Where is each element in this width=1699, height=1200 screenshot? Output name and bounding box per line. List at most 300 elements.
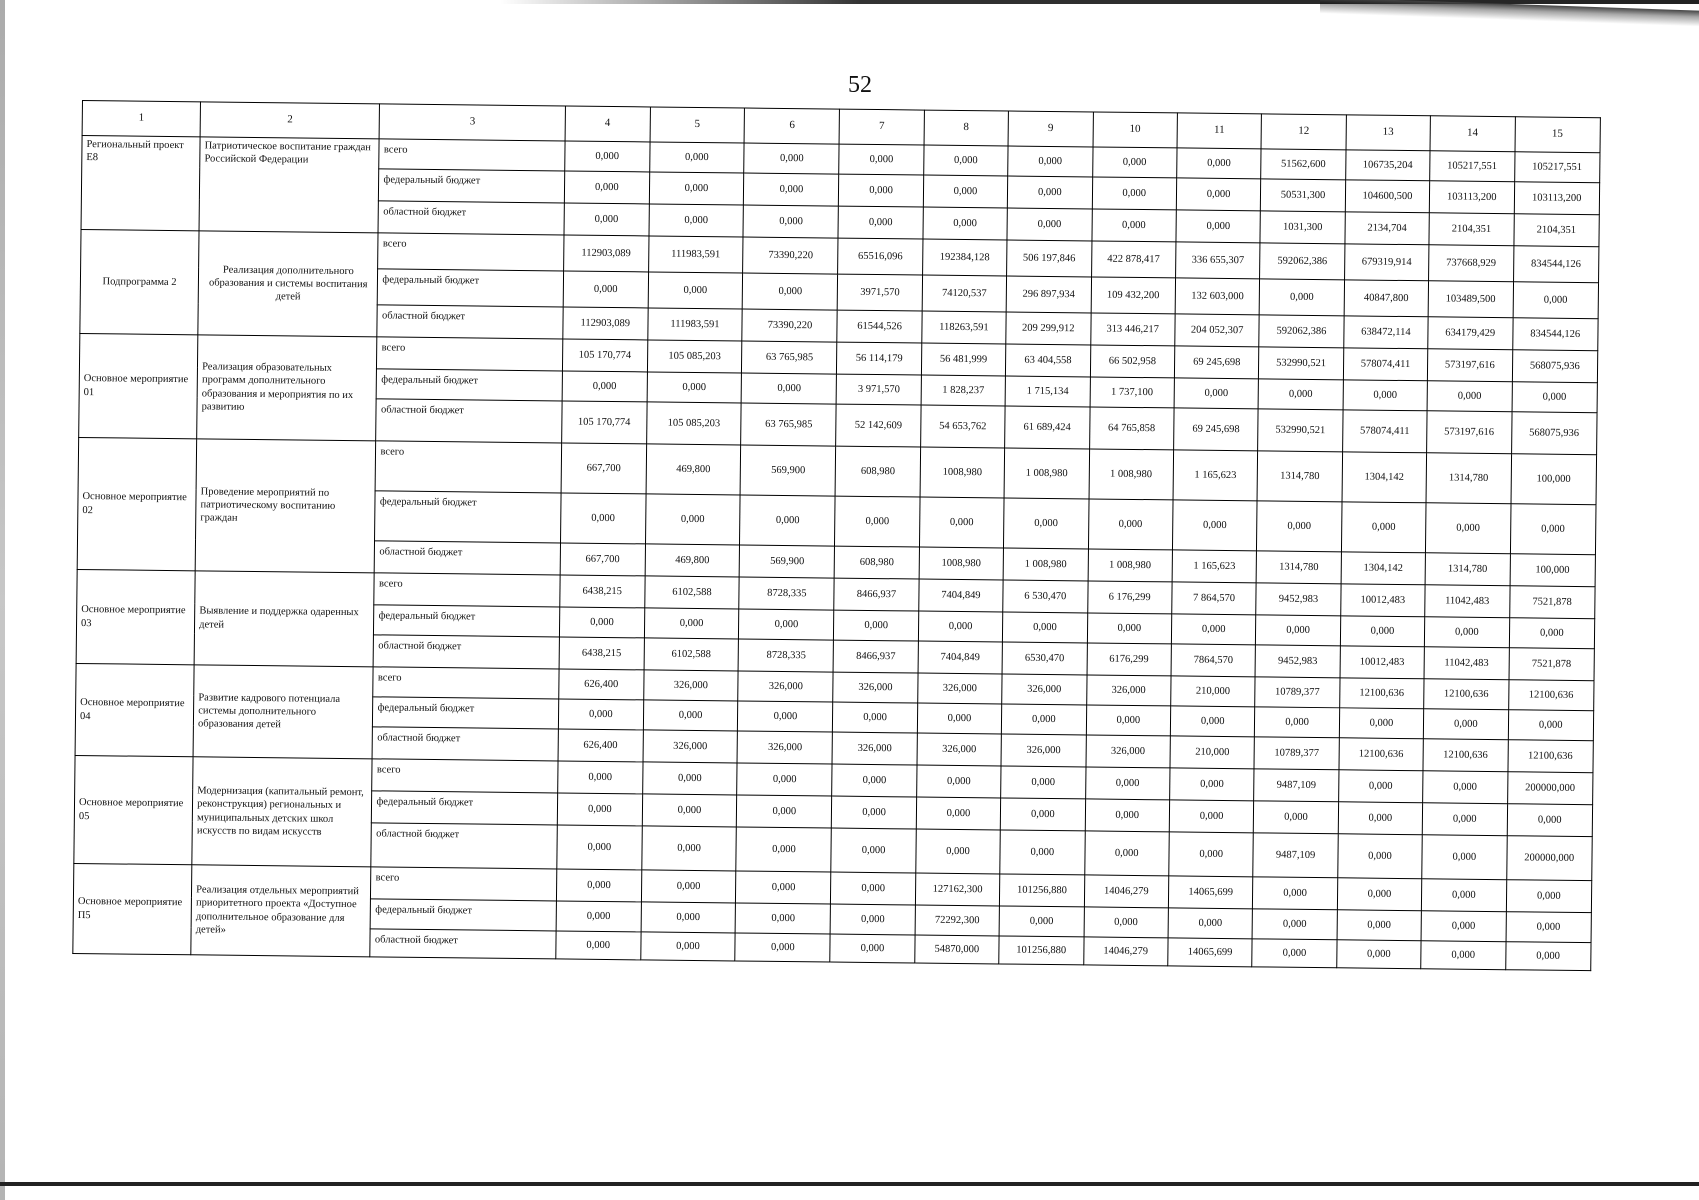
value-cell: 0,000 <box>1422 879 1507 912</box>
value-cell: 568075,936 <box>1512 350 1598 383</box>
value-cell: 737668,929 <box>1429 245 1514 282</box>
value-cell: 0,000 <box>649 204 744 237</box>
value-cell: 0,000 <box>1507 804 1593 837</box>
value-cell: 6530,470 <box>1002 642 1087 675</box>
column-header: 8 <box>924 110 1009 146</box>
value-cell: 0,000 <box>739 609 834 640</box>
value-cell: 118263,591 <box>922 311 1007 344</box>
value-cell: 12100,636 <box>1339 738 1424 771</box>
value-cell: 834544,126 <box>1513 246 1599 283</box>
value-cell: 0,000 <box>564 203 649 236</box>
value-cell: 6102,588 <box>644 576 739 609</box>
value-cell: 667,700 <box>561 443 646 494</box>
value-cell: 1008,980 <box>920 447 1005 498</box>
column-header: 7 <box>839 109 924 145</box>
value-cell: 0,000 <box>917 703 1002 734</box>
funding-source: всего <box>376 441 562 493</box>
funding-source: всего <box>373 667 559 699</box>
value-cell: 0,000 <box>736 871 831 904</box>
value-cell: 3 971,570 <box>836 374 921 405</box>
value-cell: 0,000 <box>641 870 736 903</box>
value-cell: 0,000 <box>644 608 739 639</box>
value-cell: 105 170,774 <box>562 401 647 444</box>
column-header: 15 <box>1515 117 1601 153</box>
value-cell: 0,000 <box>923 145 1008 176</box>
value-cell: 1 715,134 <box>1005 376 1090 407</box>
value-cell: 12100,636 <box>1507 740 1593 773</box>
value-cell: 573197,616 <box>1428 349 1513 382</box>
value-cell: 105217,551 <box>1514 152 1600 183</box>
value-cell: 0,000 <box>919 497 1004 548</box>
value-cell: 0,000 <box>1422 803 1507 836</box>
value-cell: 0,000 <box>1337 878 1422 911</box>
value-cell: 326,000 <box>643 670 738 701</box>
funding-source: всего <box>377 337 563 371</box>
value-cell: 0,000 <box>563 271 648 308</box>
value-cell: 0,000 <box>561 493 646 544</box>
value-cell: 0,000 <box>557 869 642 902</box>
value-cell: 50531,300 <box>1261 179 1346 212</box>
value-cell: 10789,377 <box>1255 677 1340 708</box>
value-cell: 0,000 <box>640 932 735 961</box>
value-cell: 10012,483 <box>1340 584 1425 617</box>
funding-source: областной бюджет <box>378 201 564 235</box>
value-cell: 578074,411 <box>1342 410 1427 453</box>
value-cell: 326,000 <box>833 672 918 703</box>
value-cell: 0,000 <box>1253 877 1338 910</box>
value-cell: 0,000 <box>1171 614 1256 645</box>
value-cell: 0,000 <box>1085 767 1170 800</box>
value-cell: 0,000 <box>1088 499 1173 550</box>
value-cell: 326,000 <box>917 733 1002 766</box>
value-cell: 326,000 <box>1002 674 1087 705</box>
value-cell: 0,000 <box>1000 798 1085 831</box>
value-cell: 111983,591 <box>648 236 743 273</box>
value-cell: 40847,800 <box>1344 280 1429 317</box>
value-cell: 2104,351 <box>1513 214 1599 247</box>
funding-source: федеральный бюджет <box>372 791 558 825</box>
column-header: 1 <box>82 101 201 137</box>
funding-source: областной бюджет <box>371 823 557 869</box>
value-cell: 54870,000 <box>915 935 1000 964</box>
value-cell: 210,000 <box>1171 676 1256 707</box>
value-cell: 0,000 <box>1256 615 1341 646</box>
value-cell: 326,000 <box>917 673 1002 704</box>
value-cell: 204 052,307 <box>1175 314 1260 347</box>
value-cell: 64 765,858 <box>1089 407 1174 450</box>
value-cell: 2104,351 <box>1429 213 1514 246</box>
value-cell: 1 008,980 <box>1088 549 1173 582</box>
value-cell: 1314,780 <box>1425 553 1510 586</box>
value-cell: 0,000 <box>1423 771 1508 804</box>
value-cell: 0,000 <box>1002 704 1087 735</box>
funding-source: всего <box>379 139 565 171</box>
value-cell: 1314,780 <box>1257 451 1342 502</box>
value-cell: 63 404,558 <box>1006 344 1091 377</box>
value-cell: 326,000 <box>832 732 917 765</box>
group-description: Модернизация (капитальный ремонт, реконструкция) региональных и муниципальных детских школ искусств по видам искусств <box>192 757 373 867</box>
value-cell: 0,000 <box>923 207 1008 240</box>
value-cell: 127162,300 <box>915 873 1000 906</box>
value-cell: 0,000 <box>838 206 923 239</box>
value-cell: 56 481,999 <box>921 343 1006 376</box>
value-cell: 7521,878 <box>1509 648 1595 681</box>
value-cell: 679319,914 <box>1344 244 1429 281</box>
value-cell: 101256,880 <box>1000 874 1085 907</box>
value-cell: 69 245,698 <box>1174 408 1259 451</box>
value-cell: 336 655,307 <box>1176 242 1261 279</box>
column-header: 12 <box>1261 114 1346 150</box>
value-cell: 0,000 <box>1172 500 1257 551</box>
value-cell: 51562,600 <box>1261 149 1346 180</box>
funding-source: областной бюджет <box>373 727 559 761</box>
value-cell: 0,000 <box>1085 799 1170 832</box>
value-cell: 0,000 <box>918 611 1003 642</box>
value-cell: 14046,279 <box>1084 875 1169 908</box>
value-cell: 10789,377 <box>1254 737 1339 770</box>
value-cell: 0,000 <box>1509 618 1595 649</box>
funding-source: федеральный бюджет <box>378 269 564 307</box>
value-cell: 0,000 <box>1513 282 1599 319</box>
group-description: Выявление и поддержка одаренных детей <box>194 571 374 667</box>
value-cell: 14065,699 <box>1168 876 1253 909</box>
value-cell: 0,000 <box>1176 178 1261 211</box>
value-cell: 105 085,203 <box>647 340 742 373</box>
column-header: 4 <box>565 106 650 142</box>
value-cell: 72292,300 <box>915 905 1000 936</box>
table-body <box>73 136 1600 971</box>
value-cell: 0,000 <box>1339 708 1424 739</box>
value-cell: 10012,483 <box>1340 646 1425 679</box>
value-cell: 0,000 <box>1084 831 1169 876</box>
value-cell: 103113,200 <box>1514 182 1600 215</box>
value-cell: 578074,411 <box>1343 348 1428 381</box>
value-cell: 326,000 <box>1001 734 1086 767</box>
group-description: Реализация отдельных мероприятий приоритетного проекта «Доступное дополнительное образование для детей» <box>191 865 371 957</box>
value-cell: 8728,335 <box>739 639 834 672</box>
value-cell: 0,000 <box>916 765 1001 798</box>
value-cell: 0,000 <box>1512 382 1598 413</box>
column-header: 13 <box>1346 115 1431 151</box>
value-cell: 0,000 <box>647 372 742 403</box>
value-cell: 0,000 <box>1337 834 1422 879</box>
value-cell: 9452,983 <box>1255 645 1340 678</box>
value-cell: 54 653,762 <box>920 405 1005 448</box>
value-cell: 0,000 <box>558 761 643 794</box>
value-cell: 3971,570 <box>838 274 923 311</box>
value-cell: 667,700 <box>560 543 645 576</box>
value-cell: 0,000 <box>1176 210 1261 243</box>
value-cell: 11042,483 <box>1425 585 1510 618</box>
funding-source: федеральный бюджет <box>379 169 565 203</box>
value-cell: 0,000 <box>649 172 744 205</box>
value-cell: 0,000 <box>737 795 832 828</box>
group-name: Основное мероприятие 04 <box>75 663 194 756</box>
value-cell: 0,000 <box>831 828 916 873</box>
value-cell: 638472,114 <box>1344 316 1429 349</box>
value-cell: 104600,500 <box>1345 180 1430 213</box>
value-cell: 103113,200 <box>1429 181 1514 214</box>
value-cell: 6 530,470 <box>1003 580 1088 613</box>
group-name: Региональный проект Е8 <box>81 136 200 231</box>
value-cell: 0,000 <box>923 175 1008 208</box>
column-header: 2 <box>200 102 380 139</box>
column-header: 3 <box>380 104 566 141</box>
value-cell: 0,000 <box>916 829 1001 874</box>
value-cell: 422 878,417 <box>1091 241 1176 278</box>
value-cell: 0,000 <box>1092 147 1177 178</box>
value-cell: 0,000 <box>744 143 839 174</box>
value-cell: 105 170,774 <box>563 339 648 372</box>
value-cell: 0,000 <box>556 901 641 932</box>
value-cell: 0,000 <box>1084 907 1169 938</box>
value-cell: 0,000 <box>1170 768 1255 801</box>
value-cell: 0,000 <box>1169 800 1254 833</box>
value-cell: 0,000 <box>1506 912 1592 943</box>
value-cell: 0,000 <box>642 794 737 827</box>
value-cell: 0,000 <box>1255 707 1340 738</box>
group-name: Основное мероприятие 01 <box>79 333 198 438</box>
value-cell: 0,000 <box>1341 502 1426 553</box>
value-cell: 0,000 <box>645 494 740 545</box>
value-cell: 608,980 <box>835 446 920 497</box>
value-cell: 0,000 <box>1001 766 1086 799</box>
value-cell: 0,000 <box>1177 148 1262 179</box>
value-cell: 0,000 <box>1506 880 1592 913</box>
value-cell: 66 502,958 <box>1090 345 1175 378</box>
group-description: Реализация образовательных программ дополнительного образования и мероприятия по их развитию <box>197 335 377 441</box>
value-cell: 210,000 <box>1170 736 1255 769</box>
value-cell: 0,000 <box>835 496 920 547</box>
value-cell: 73390,220 <box>743 237 838 274</box>
value-cell: 0,000 <box>737 763 832 796</box>
value-cell: 9487,109 <box>1254 769 1339 802</box>
funding-source: федеральный бюджет <box>373 697 559 729</box>
value-cell: 9487,109 <box>1253 833 1338 878</box>
value-cell: 14046,279 <box>1083 937 1168 966</box>
value-cell: 326,000 <box>1086 675 1171 706</box>
value-cell: 326,000 <box>643 730 738 763</box>
value-cell: 1 008,980 <box>1089 449 1174 500</box>
value-cell: 111983,591 <box>647 308 742 341</box>
value-cell: 0,000 <box>738 701 833 732</box>
value-cell: 0,000 <box>559 699 644 730</box>
funding-source: областной бюджет <box>374 635 560 669</box>
value-cell: 0,000 <box>1004 498 1089 549</box>
value-cell: 0,000 <box>831 872 916 905</box>
scan-edge-bottom <box>0 1182 1699 1186</box>
value-cell: 0,000 <box>1338 802 1423 835</box>
group-description: Патриотическое воспитание граждан Российской Федерации <box>199 137 379 233</box>
value-cell: 12100,636 <box>1508 680 1594 711</box>
value-cell: 0,000 <box>1259 279 1344 316</box>
scan-edge-left <box>0 0 5 1200</box>
value-cell: 8466,937 <box>833 640 918 673</box>
value-cell: 0,000 <box>839 144 924 175</box>
value-cell: 626,400 <box>558 729 643 762</box>
value-cell: 1304,142 <box>1341 552 1426 585</box>
value-cell: 2134,704 <box>1345 212 1430 245</box>
value-cell: 296 897,934 <box>1006 276 1091 313</box>
value-cell: 200000,000 <box>1507 772 1593 805</box>
value-cell: 106735,204 <box>1345 150 1430 181</box>
value-cell: 469,800 <box>646 444 741 495</box>
value-cell: 626,400 <box>559 669 644 700</box>
funding-source: областной бюджет <box>376 399 562 443</box>
value-cell: 0,000 <box>1336 940 1421 969</box>
value-cell: 0,000 <box>833 702 918 733</box>
value-cell: 112903,089 <box>563 307 648 340</box>
value-cell: 12100,636 <box>1424 679 1509 710</box>
value-cell: 0,000 <box>1252 939 1337 968</box>
value-cell: 0,000 <box>1421 941 1506 970</box>
value-cell: 0,000 <box>564 171 649 204</box>
value-cell: 0,000 <box>1505 942 1591 971</box>
value-cell: 0,000 <box>1340 616 1425 647</box>
value-cell: 0,000 <box>736 903 831 934</box>
value-cell: 200000,000 <box>1506 836 1592 881</box>
value-cell: 0,000 <box>562 371 647 402</box>
value-cell: 0,000 <box>1168 908 1253 939</box>
value-cell: 573197,616 <box>1427 411 1512 454</box>
value-cell: 69 245,698 <box>1174 346 1259 379</box>
value-cell: 6176,299 <box>1087 643 1172 676</box>
value-cell: 63 765,985 <box>741 403 836 446</box>
value-cell: 0,000 <box>830 904 915 935</box>
value-cell: 634179,429 <box>1428 317 1513 350</box>
value-cell: 209 299,912 <box>1006 312 1091 345</box>
value-cell: 12100,636 <box>1339 678 1424 709</box>
funding-source: федеральный бюджет <box>371 899 557 931</box>
value-cell: 0,000 <box>557 793 642 826</box>
value-cell: 569,900 <box>740 545 835 578</box>
column-header: 9 <box>1008 111 1093 147</box>
value-cell: 1 828,237 <box>921 375 1006 406</box>
value-cell: 6 176,299 <box>1087 581 1172 614</box>
value-cell: 0,000 <box>565 141 650 172</box>
value-cell: 0,000 <box>1510 504 1596 555</box>
value-cell: 0,000 <box>1007 208 1092 241</box>
value-cell: 0,000 <box>1003 612 1088 643</box>
value-cell: 0,000 <box>1092 177 1177 210</box>
value-cell: 7864,570 <box>1171 644 1256 677</box>
funding-source: областной бюджет <box>377 305 563 339</box>
value-cell: 0,000 <box>641 902 736 933</box>
value-cell: 0,000 <box>735 933 830 962</box>
group-name: Подпрограмма 2 <box>80 229 199 334</box>
funding-source: всего <box>378 233 564 271</box>
value-cell: 100,000 <box>1511 454 1597 505</box>
value-cell: 6438,215 <box>560 575 645 608</box>
value-cell: 568075,936 <box>1511 412 1597 455</box>
value-cell: 1 737,100 <box>1090 377 1175 408</box>
value-cell: 608,980 <box>835 546 920 579</box>
value-cell: 14065,699 <box>1168 938 1253 967</box>
value-cell: 8728,335 <box>739 577 834 610</box>
value-cell: 0,000 <box>648 272 743 309</box>
value-cell: 0,000 <box>1423 709 1508 740</box>
value-cell: 52 142,609 <box>836 404 921 447</box>
value-cell: 65516,096 <box>838 238 923 275</box>
value-cell: 192384,128 <box>922 239 1007 276</box>
value-cell: 0,000 <box>1421 911 1506 942</box>
value-cell: 0,000 <box>744 173 839 206</box>
value-cell: 469,800 <box>645 544 740 577</box>
budget-table <box>72 100 1601 971</box>
value-cell: 0,000 <box>1257 501 1342 552</box>
value-cell: 0,000 <box>557 825 642 870</box>
value-cell: 9452,983 <box>1256 583 1341 616</box>
value-cell: 112903,089 <box>564 235 649 272</box>
group-name: Основное мероприятие 05 <box>74 755 193 864</box>
funding-source: всего <box>371 867 557 901</box>
value-cell: 0,000 <box>834 610 919 641</box>
value-cell: 0,000 <box>643 700 738 731</box>
value-cell: 0,000 <box>1425 617 1510 648</box>
value-cell: 0,000 <box>1426 503 1511 554</box>
value-cell: 0,000 <box>1008 176 1093 209</box>
value-cell: 0,000 <box>1508 710 1594 741</box>
column-header: 5 <box>650 107 745 143</box>
group-name: Основное мероприятие 03 <box>76 569 195 664</box>
value-cell: 105217,551 <box>1430 151 1515 182</box>
value-cell: 12100,636 <box>1423 739 1508 772</box>
value-cell: 532990,521 <box>1259 347 1344 380</box>
value-cell: 592062,386 <box>1260 243 1345 280</box>
value-cell: 100,000 <box>1510 554 1596 587</box>
value-cell: 326,000 <box>737 731 832 764</box>
page-number: 52 <box>848 72 872 98</box>
value-cell: 0,000 <box>1343 380 1428 411</box>
value-cell: 0,000 <box>1252 909 1337 940</box>
value-cell: 1 008,980 <box>1004 448 1089 499</box>
value-cell: 63 765,985 <box>742 341 837 374</box>
value-cell: 0,000 <box>916 797 1001 830</box>
group-name: Основное мероприятие П5 <box>73 863 192 954</box>
value-cell: 132 603,000 <box>1175 278 1260 315</box>
value-cell: 0,000 <box>1086 705 1171 736</box>
column-header: 14 <box>1430 116 1515 152</box>
value-cell: 1031,300 <box>1260 211 1345 244</box>
value-cell: 1 165,623 <box>1173 450 1258 501</box>
value-cell: 834544,126 <box>1512 318 1598 351</box>
value-cell: 7521,878 <box>1509 586 1595 619</box>
value-cell: 56 114,179 <box>837 342 922 375</box>
value-cell: 7 864,570 <box>1172 582 1257 615</box>
column-header: 6 <box>745 108 840 144</box>
value-cell: 0,000 <box>742 373 837 404</box>
value-cell: 0,000 <box>1170 706 1255 737</box>
value-cell: 0,000 <box>832 764 917 797</box>
funding-source: федеральный бюджет <box>374 605 560 637</box>
value-cell: 1 008,980 <box>1003 548 1088 581</box>
value-cell: 0,000 <box>649 142 744 173</box>
value-cell: 0,000 <box>1427 381 1512 412</box>
value-cell: 0,000 <box>740 495 835 546</box>
value-cell: 0,000 <box>1000 830 1085 875</box>
value-cell: 101256,880 <box>999 936 1084 965</box>
value-cell: 105 085,203 <box>646 402 741 445</box>
group-name: Основное мероприятие 02 <box>77 437 197 570</box>
funding-source: всего <box>372 759 558 793</box>
value-cell: 0,000 <box>736 827 831 872</box>
funding-source: федеральный бюджет <box>375 491 561 543</box>
value-cell: 11042,483 <box>1424 647 1509 680</box>
value-cell: 0,000 <box>1254 801 1339 834</box>
value-cell: 0,000 <box>641 826 736 871</box>
value-cell: 1 165,623 <box>1172 550 1257 583</box>
value-cell: 1304,142 <box>1342 452 1427 503</box>
